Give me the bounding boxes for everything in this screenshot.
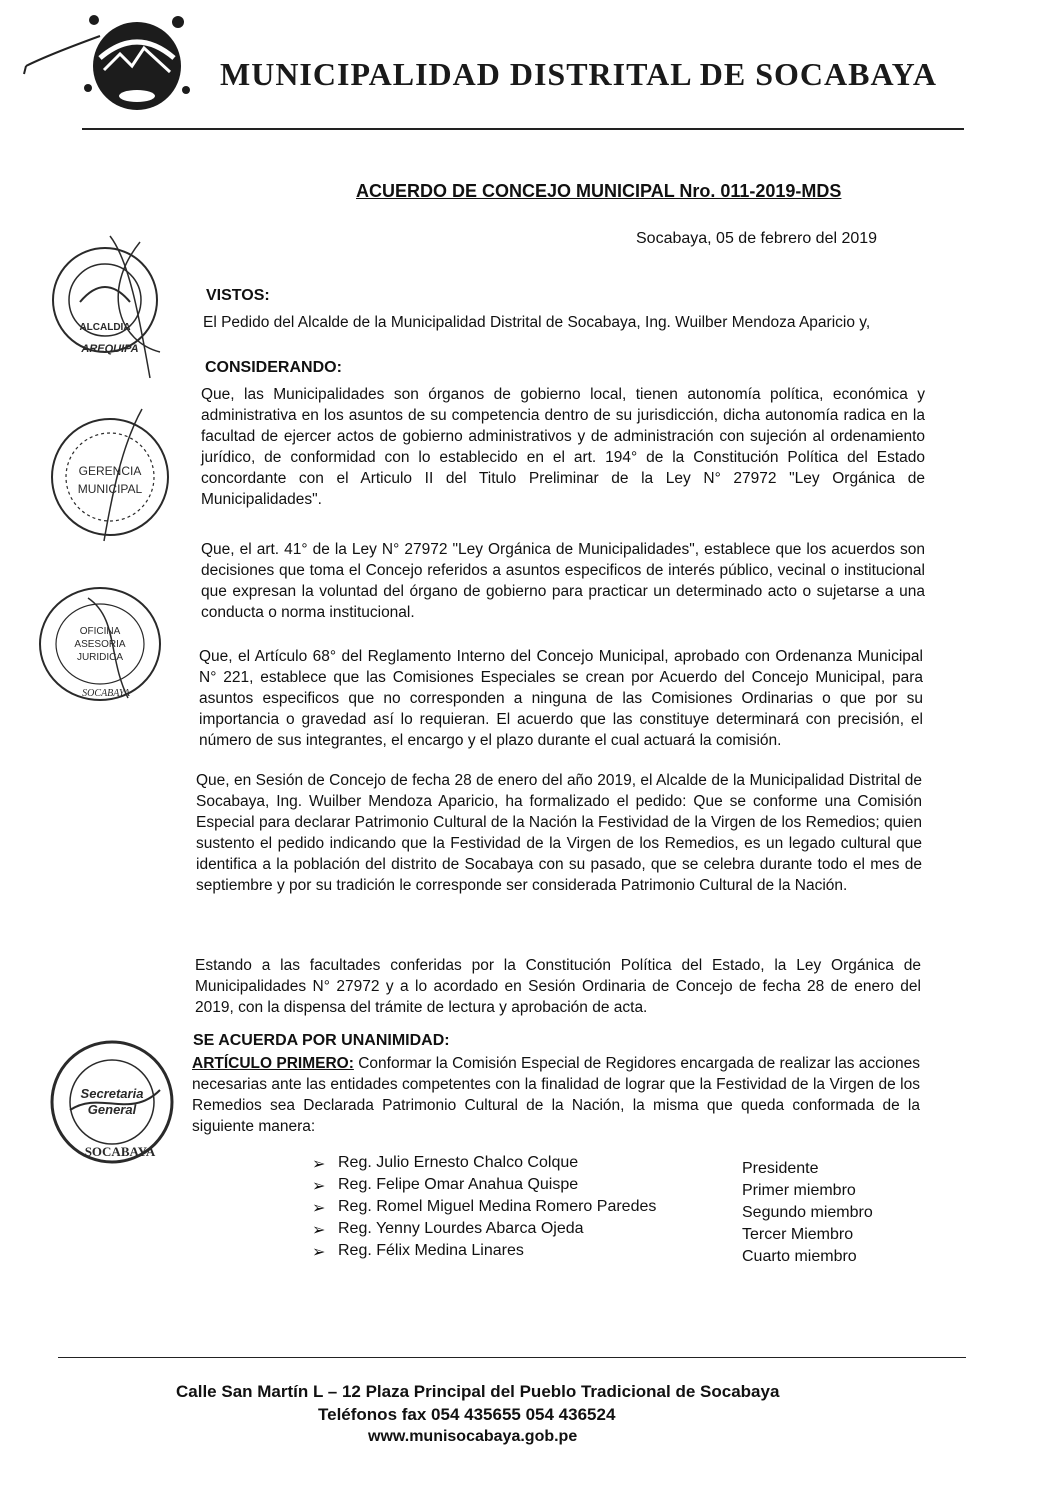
considerando-paragraph-5: Estando a las facultades conferidas por la Constitución Política del Estado, la Ley Orgánica de Municipalidades N° 27972 y a lo acordado en Sesión Ordinaria de Concejo de fecha 28 de enero del 2019, con la dispensa del trámite de lectura y aprobación de acta. (195, 957, 921, 1016)
asesoria-seal-icon (28, 578, 168, 708)
footer-phones: Teléfonos fax 054 435655 054 436524 (318, 1405, 616, 1424)
arrow-bullet-icon: ➢ (312, 1244, 326, 1261)
considerando-paragraph-3: Que, el Artículo 68° del Reglamento Interno del Concejo Municipal, aprobado con Ordenanza Municipal N° 221, establece que las Comisiones Especiales se crean por Acuerdo del Concejo Municipal, para asuntos especificos que no corresponden a ninguna de las Comisiones Ordinarias o que por su importancia o gravedad así lo requieran. El acuerdo que las constituye determinará con precisión, el número de sus integrantes, el encargo y el plazo durante el cual actuará la comisión. (199, 648, 923, 749)
member-name: Reg. Felipe Omar Anahua Quispe (338, 1176, 579, 1193)
commission-member-list (312, 1154, 872, 1264)
considerando-heading: CONSIDERANDO: (205, 359, 342, 376)
member-role: Primer miembro (742, 1182, 856, 1199)
gerencia-seal-line-1: GERENCIA (78, 464, 142, 478)
list-item (312, 1220, 872, 1242)
member-name: Reg. Félix Medina Linares (338, 1242, 524, 1259)
arrow-bullet-icon: ➢ (312, 1156, 326, 1173)
acuerda-heading: SE ACUERDA POR UNANIMIDAD: (193, 1032, 450, 1049)
footer-address: Calle San Martín L – 12 Plaza Principal del Pueblo Tradicional de Socabaya (176, 1382, 780, 1401)
alcaldia-seal-bottom: AREQUIPA (81, 343, 139, 355)
asesoria-seal-line-3: JURIDICA (76, 652, 124, 663)
considerando-paragraph-2: Que, el art. 41° de la Ley N° 27972 "Ley Orgánica de Municipalidades", establece que los acuerdos son decisiones que toma el Concejo referidos a asuntos especificos de interés público, vecinal o institucional que expresan la voluntad del órgano de gobierno para practicar un determinado acto o sujetarse a una conducta o norma institucional. (201, 541, 925, 621)
secretaria-seal-icon (40, 1030, 185, 1170)
document-date: Socabaya, 05 de febrero del 2019 (636, 230, 878, 247)
considerando-paragraph-4: Que, en Sesión de Concejo de fecha 28 de enero del año 2019, el Alcalde de la Municipalidad Distrital de Socabaya, Ing. Wuilber Mendoza Aparicio, ha formalizado el pedido: Que se conforme una Comisión Especial para declarar Patrimonio Cultural de la Nación la Festividad de la Virgen de los Remedios; quien sustento el pedido indicando que la Festividad de la Virgen de los Remedios, es un legado cultural que identifica a la población del distrito de Socabaya con su pasado, que se celebra durante todo el mes de septiembre y por su tradición le corresponde ser considerada Patrimonio Cultural de la Nación. (196, 772, 922, 894)
secretaria-seal-line-1: Secretaria (80, 1086, 144, 1101)
municipal-logo-icon (82, 8, 192, 118)
article-primero-text: Conformar la Comisión Especial de Regidores encargada de realizar las acciones necesarias ante las entidades competentes con la finalidad de lograr que la Festividad de la Virgen de los Remedios sea Declarada Patrimonio Cultural de la Nación, la misma que queda conformada de la siguiente manera: (192, 1055, 920, 1135)
alcaldia-seal-center: ALCALDIA (79, 322, 131, 333)
article-primero (192, 1053, 920, 1137)
list-item (312, 1198, 872, 1220)
member-name: Reg. Yenny Lourdes Abarca Ojeda (338, 1220, 584, 1237)
arrow-bullet-icon: ➢ (312, 1200, 326, 1217)
document-title: ACUERDO DE CONCEJO MUNICIPAL Nro. 011-2019-MDS (356, 181, 842, 201)
member-role: Cuarto miembro (742, 1248, 857, 1265)
asesoria-seal-line-1: OFICINA (79, 626, 121, 637)
vistos-text: El Pedido del Alcalde de la Municipalidad Distrital de Socabaya, Ing. Wuilber Mendoza Aparicio y, (203, 314, 871, 331)
asesoria-seal-line-2: ASESORIA (74, 639, 126, 650)
member-name: Reg. Romel Miguel Medina Romero Paredes (338, 1198, 657, 1215)
member-role: Tercer Miembro (742, 1226, 854, 1243)
asesoria-seal-bottom: SOCABAYA (82, 688, 130, 699)
considerando-paragraph-1: Que, las Municipalidades son órganos de gobierno local, tienen autonomía política, económica y administrativa en los asuntos de su competencia dentro de su jurisdicción, dicha autonomía radica en la facultad de ejercer actos de gobierno administrativos y de administración con sujeción al ordenamiento jurídico, de conformidad con lo establecido en el art. 194° de la Constitución Política del Estado concordante con el Articulo II del Titulo Preliminar de la Ley N° 27972 "Ley Orgánica de Municipalidades". (201, 386, 925, 508)
vistos-heading: VISTOS: (206, 287, 270, 304)
gerencia-seal-icon (42, 405, 182, 545)
member-role: Segundo miembro (742, 1204, 873, 1221)
list-item (312, 1242, 872, 1264)
secretaria-seal-line-2: General (87, 1102, 137, 1117)
article-primero-label: ARTÍCULO PRIMERO: (192, 1055, 354, 1072)
header-title: MUNICIPALIDAD DISTRITAL DE SOCABAYA (220, 56, 937, 92)
footer-website: www.munisocabaya.gob.pe (368, 1428, 578, 1445)
arrow-bullet-icon: ➢ (312, 1178, 326, 1195)
member-name: Reg. Julio Ernesto Chalco Colque (338, 1154, 579, 1171)
footer-rule (58, 1357, 966, 1358)
alcaldia-seal-icon (40, 232, 170, 382)
member-role: Presidente (742, 1160, 819, 1177)
list-item (312, 1154, 872, 1176)
gerencia-seal-line-2: MUNICIPAL (77, 482, 143, 496)
list-item (312, 1176, 872, 1198)
secretaria-seal-bottom: SOCABAYA (84, 1144, 156, 1159)
arrow-bullet-icon: ➢ (312, 1222, 326, 1239)
header-rule (82, 128, 964, 130)
